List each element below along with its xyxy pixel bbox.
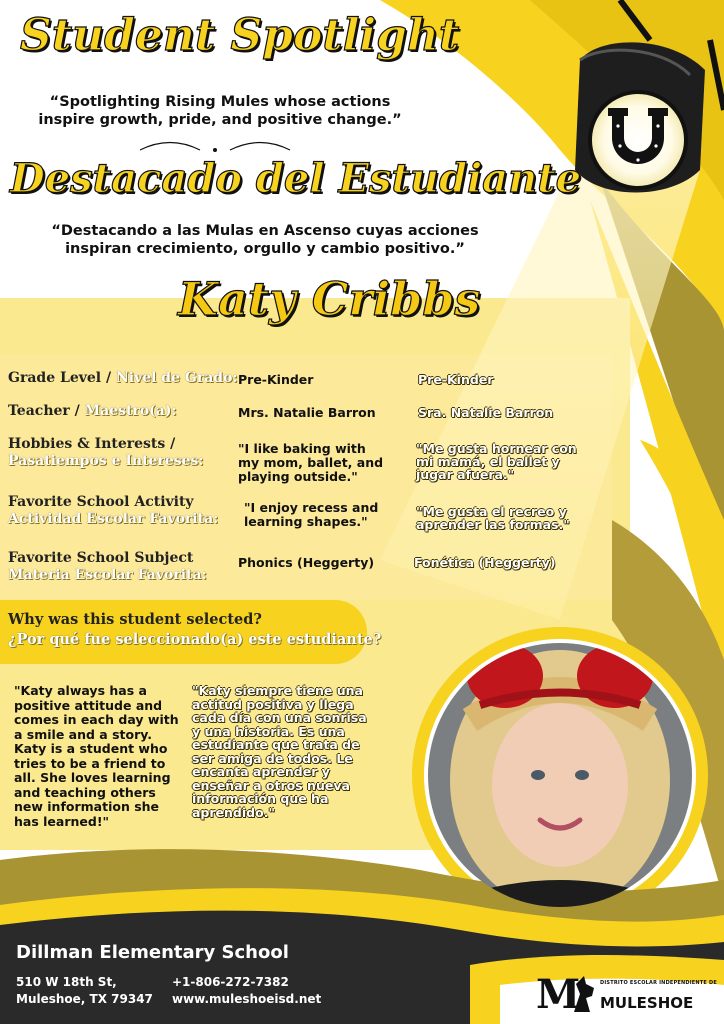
subject-label-en: Favorite School Subject (8, 550, 194, 566)
logo-district-text: DISTRITO ESCOLAR INDEPENDIENTE DE (600, 980, 717, 986)
logo-muleshoe-text: MULESHOE (600, 994, 694, 1012)
teacher-value-es: Sra. Natalie Barron (418, 405, 554, 420)
teacher-label-en: Teacher / (8, 403, 85, 419)
hobbies-value-es: "Me gusta hornear con mi mamá, el ballet y jugar afuera." (416, 441, 577, 482)
mule-icon (572, 974, 598, 1014)
tagline-spanish-line-2: inspiran crecimiento, orgullo y cambio positivo.” (65, 241, 465, 257)
why-question (8, 610, 381, 650)
activity-value-es: "Me gusta el recreo y aprender las formas." (416, 504, 570, 532)
subject-value-en: Phonics (Heggerty) (238, 555, 375, 570)
grade-level-label-en: Grade Level / (8, 370, 116, 386)
tagline-spanish-line-1: “Destacando a las Mulas en Ascenso cuyas acciones (51, 223, 479, 239)
tagline-english-line-2: inspire growth, pride, and positive change.” (38, 112, 402, 128)
tagline-english (20, 93, 420, 129)
hobbies-label-es: Pasatiempos e Intereses: (8, 453, 204, 469)
grade-level-value-en: Pre-Kinder (238, 372, 314, 387)
title-spanish: Destacado del Estudiante (10, 155, 582, 202)
activity-value-en: "I enjoy recess and learning shapes." (244, 500, 379, 529)
address-line-2: Muleshoe, TX 79347 (16, 992, 153, 1006)
teacher-value-en: Mrs. Natalie Barron (238, 405, 376, 420)
hobbies-label-en: Hobbies & Interests / (8, 436, 176, 452)
grade-level-value-es: Pre-Kinder (418, 372, 494, 387)
spotlight-lamp-icon (560, 0, 724, 200)
teacher-label-es: Maestro(a): (84, 403, 177, 419)
address-line-1: 510 W 18th St, (16, 975, 117, 989)
why-question-es: ¿Por qué fue seleccionado(a) este estudiante? (8, 631, 382, 648)
tagline-spanish (30, 222, 500, 258)
activity-label-en: Favorite School Activity (8, 494, 194, 510)
title-english: Student Spotlight (20, 10, 460, 61)
why-answer-en: "Katy always has a positive attitude and comes in each day with a smile and a story. Katy is a student who tries to be a friend to all. She loves learning and teaching others new information she has learned!" (14, 683, 179, 829)
school-name: Dillman Elementary School (16, 942, 289, 963)
why-answer-es: "Katy siempre tiene una actitud positiva y llega cada día con una sonrisa y una historia. Es una estudiante que trata de ser amiga de todos. Le encanta aprender y enseñar a otros nueva información que ha aprendido." (192, 683, 367, 820)
phone-number[interactable]: +1-806-272-7382 (172, 975, 289, 989)
tagline-english-line-1: “Spotlighting Rising Mules whose actions (49, 94, 391, 110)
hobbies-label (8, 436, 204, 470)
grade-level-label (8, 370, 238, 387)
school-address (16, 974, 153, 1008)
logo-letter: M (536, 971, 581, 1018)
hobbies-value-en: "I like baking with my mom, ballet, and playing outside." (238, 441, 384, 484)
subject-label-es: Materia Escolar Favorita: (8, 567, 207, 583)
activity-label (8, 494, 218, 528)
muleshoe-isd-logo (536, 972, 722, 1022)
grade-level-label-es: Nivel de Grado: (115, 370, 238, 386)
subject-value-es: Fonética (Heggerty) (414, 555, 556, 570)
student-name: Katy Cribbs (178, 272, 481, 326)
school-contact (172, 974, 321, 1008)
subject-label (8, 550, 207, 584)
teacher-label (8, 403, 177, 420)
website-link[interactable]: www.muleshoeisd.net (172, 992, 322, 1006)
why-question-en: Why was this student selected? (8, 611, 262, 628)
activity-label-es: Actividad Escolar Favorita: (8, 511, 219, 527)
